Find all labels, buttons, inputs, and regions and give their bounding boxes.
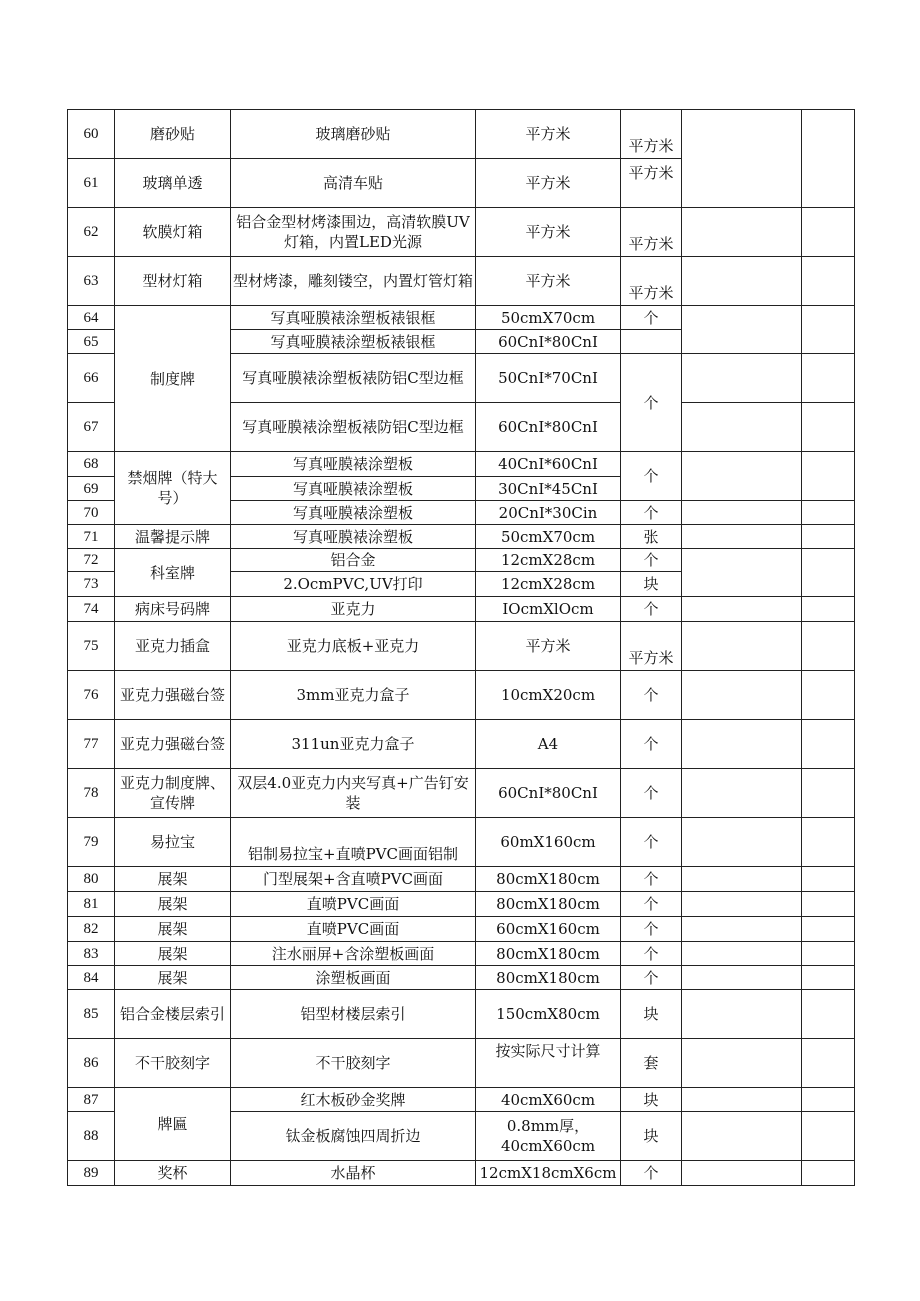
empty-cell (682, 990, 802, 1039)
empty-cell (802, 452, 855, 501)
item-unit: 个 (621, 452, 682, 501)
row-number: 72 (68, 549, 115, 572)
item-unit: 平方米 (621, 257, 682, 306)
item-description: 铝制易拉宝+直喷PVC画面铝制 (231, 818, 476, 867)
empty-cell (682, 1088, 802, 1112)
row-number: 62 (68, 208, 115, 257)
item-name: 亚克力插盒 (115, 622, 231, 671)
item-description: 写真哑膜裱涂塑板 (231, 525, 476, 549)
item-spec: 平方米 (476, 159, 621, 208)
table-row (68, 671, 855, 720)
empty-cell (802, 867, 855, 892)
item-description: 写真哑膜裱涂塑板裱防铝C型边框 (231, 403, 476, 452)
empty-cell (802, 208, 855, 257)
empty-cell (802, 966, 855, 990)
empty-cell (682, 867, 802, 892)
item-spec: 30CnI*45CnI (476, 477, 621, 501)
item-description: 水晶杯 (231, 1161, 476, 1186)
item-description: 写真哑膜裱涂塑板 (231, 477, 476, 501)
empty-cell (802, 597, 855, 622)
row-number: 88 (68, 1112, 115, 1161)
empty-cell (802, 354, 855, 403)
item-unit: 块 (621, 990, 682, 1039)
table-row (68, 818, 855, 867)
table-row (68, 622, 855, 671)
empty-cell (682, 501, 802, 525)
item-description: 型材烤漆，雕刻镂空，内置灯管灯箱 (231, 257, 476, 306)
item-spec: 平方米 (476, 257, 621, 306)
table-row (68, 1088, 855, 1112)
item-spec: 80cmX180cm (476, 892, 621, 917)
item-description: 门型展架+含直喷PVC画面 (231, 867, 476, 892)
empty-cell (802, 671, 855, 720)
item-unit: 个 (621, 597, 682, 622)
empty-cell (802, 622, 855, 671)
row-number: 76 (68, 671, 115, 720)
item-name: 不干胶刻字 (115, 1039, 231, 1088)
row-number: 77 (68, 720, 115, 769)
item-description: 铝合金 (231, 549, 476, 572)
empty-cell (802, 892, 855, 917)
item-spec: 40cmX60cm (476, 1088, 621, 1112)
item-unit: 个 (621, 1161, 682, 1186)
item-name: 展架 (115, 942, 231, 966)
row-number: 71 (68, 525, 115, 549)
item-description: 写真哑膜裱涂塑板裱银框 (231, 330, 476, 354)
row-number: 69 (68, 477, 115, 501)
empty-cell (802, 1161, 855, 1186)
item-spec: 60CnI*80CnI (476, 769, 621, 818)
row-number: 84 (68, 966, 115, 990)
empty-cell (682, 917, 802, 942)
item-spec: 平方米 (476, 622, 621, 671)
row-number: 79 (68, 818, 115, 867)
item-spec: 12cmX28cm (476, 572, 621, 597)
item-spec: 12cmX28cm (476, 549, 621, 572)
item-spec: 150cmX80cm (476, 990, 621, 1039)
table-row (68, 990, 855, 1039)
empty-cell (682, 1039, 802, 1088)
item-spec: 50CnI*70CnI (476, 354, 621, 403)
row-number: 67 (68, 403, 115, 452)
item-unit: 块 (621, 1112, 682, 1161)
empty-cell (682, 549, 802, 597)
item-description: 直喷PVC画面 (231, 917, 476, 942)
row-number: 85 (68, 990, 115, 1039)
empty-cell (682, 1112, 802, 1161)
table-row (68, 525, 855, 549)
item-description: 3mm亚克力盒子 (231, 671, 476, 720)
item-spec: 50cmX70cm (476, 525, 621, 549)
item-description: 2.OcmPVC,UV打印 (231, 572, 476, 597)
empty-cell (621, 330, 682, 354)
item-spec: 20CnI*30Cin (476, 501, 621, 525)
item-name: 展架 (115, 867, 231, 892)
item-name: 牌匾 (115, 1088, 231, 1161)
row-number: 64 (68, 306, 115, 330)
empty-cell (682, 892, 802, 917)
empty-cell (682, 208, 802, 257)
item-unit: 套 (621, 1039, 682, 1088)
item-description: 注水丽屏+含涂塑板画面 (231, 942, 476, 966)
item-name: 展架 (115, 892, 231, 917)
empty-cell (682, 622, 802, 671)
item-name: 型材灯箱 (115, 257, 231, 306)
item-name: 亚克力制度牌、宣传牌 (115, 769, 231, 818)
item-name: 展架 (115, 966, 231, 990)
item-name: 铝合金楼层索引 (115, 990, 231, 1039)
row-number: 74 (68, 597, 115, 622)
item-description: 写真哑膜裱涂塑板 (231, 452, 476, 477)
row-number: 82 (68, 917, 115, 942)
item-unit: 平方米 (621, 110, 682, 159)
item-name: 科室牌 (115, 549, 231, 597)
empty-cell (802, 110, 855, 208)
item-description: 311un亚克力盒子 (231, 720, 476, 769)
item-description: 高清车贴 (231, 159, 476, 208)
item-unit: 个 (621, 501, 682, 525)
empty-cell (802, 1039, 855, 1088)
item-description: 亚克力 (231, 597, 476, 622)
item-unit: 平方米 (621, 159, 682, 208)
item-spec: 12cmX18cmX6cm (476, 1161, 621, 1186)
empty-cell (802, 306, 855, 354)
empty-cell (802, 549, 855, 597)
table-row (68, 1161, 855, 1186)
row-number: 66 (68, 354, 115, 403)
row-number: 61 (68, 159, 115, 208)
empty-cell (682, 306, 802, 354)
empty-cell (682, 1161, 802, 1186)
item-unit: 个 (621, 769, 682, 818)
item-description: 钛金板腐蚀四周折边 (231, 1112, 476, 1161)
item-name: 奖杯 (115, 1161, 231, 1186)
item-spec: 50cmX70cm (476, 306, 621, 330)
item-unit: 个 (621, 549, 682, 572)
item-name: 温馨提示牌 (115, 525, 231, 549)
item-description: 亚克力底板+亚克力 (231, 622, 476, 671)
empty-cell (682, 942, 802, 966)
row-number: 89 (68, 1161, 115, 1186)
table-row (68, 1039, 855, 1088)
table-row (68, 966, 855, 990)
empty-cell (682, 403, 802, 452)
item-unit: 块 (621, 572, 682, 597)
table-row (68, 110, 855, 159)
item-description: 写真哑膜裱涂塑板裱防铝C型边框 (231, 354, 476, 403)
item-name: 制度牌 (115, 306, 231, 452)
table-row (68, 549, 855, 572)
price-table (67, 109, 855, 1186)
empty-cell (802, 769, 855, 818)
row-number: 65 (68, 330, 115, 354)
row-number: 70 (68, 501, 115, 525)
table-row (68, 597, 855, 622)
item-name: 亚克力强磁台签 (115, 720, 231, 769)
item-spec: 按实际尺寸计算 (476, 1039, 621, 1088)
empty-cell (682, 452, 802, 501)
item-unit: 个 (621, 720, 682, 769)
item-spec: 80cmX180cm (476, 867, 621, 892)
item-unit: 张 (621, 525, 682, 549)
item-name: 展架 (115, 917, 231, 942)
item-spec: 平方米 (476, 110, 621, 159)
table-row (68, 867, 855, 892)
item-description: 涂塑板画面 (231, 966, 476, 990)
empty-cell (802, 720, 855, 769)
item-description: 直喷PVC画面 (231, 892, 476, 917)
item-spec: 60mX160cm (476, 818, 621, 867)
row-number: 87 (68, 1088, 115, 1112)
table-row (68, 452, 855, 477)
table-row (68, 306, 855, 330)
empty-cell (802, 525, 855, 549)
item-spec: 10cmX20cm (476, 671, 621, 720)
empty-cell (682, 671, 802, 720)
empty-cell (682, 720, 802, 769)
table-row (68, 892, 855, 917)
table-row (68, 942, 855, 966)
item-unit: 平方米 (621, 208, 682, 257)
table-row (68, 208, 855, 257)
item-spec: 0.8mm厚，40cmX60cm (476, 1112, 621, 1161)
item-name: 易拉宝 (115, 818, 231, 867)
table-row (68, 257, 855, 306)
item-unit: 平方米 (621, 622, 682, 671)
item-unit: 个 (621, 942, 682, 966)
row-number: 75 (68, 622, 115, 671)
empty-cell (682, 769, 802, 818)
empty-cell (682, 525, 802, 549)
empty-cell (682, 966, 802, 990)
item-spec: 40CnI*60CnI (476, 452, 621, 477)
row-number: 60 (68, 110, 115, 159)
row-number: 80 (68, 867, 115, 892)
row-number: 73 (68, 572, 115, 597)
empty-cell (682, 110, 802, 208)
empty-cell (682, 354, 802, 403)
item-unit: 块 (621, 1088, 682, 1112)
item-description: 玻璃磨砂贴 (231, 110, 476, 159)
row-number: 81 (68, 892, 115, 917)
item-spec: 60CnI*80CnI (476, 403, 621, 452)
item-unit: 个 (621, 867, 682, 892)
item-unit: 个 (621, 966, 682, 990)
item-name: 玻璃单透 (115, 159, 231, 208)
empty-cell (682, 597, 802, 622)
item-spec: 60CnI*80CnI (476, 330, 621, 354)
item-description: 铝合金型材烤漆围边，高清软膜UV灯箱，内置LED光源 (231, 208, 476, 257)
row-number: 83 (68, 942, 115, 966)
row-number: 63 (68, 257, 115, 306)
item-description: 铝型材楼层索引 (231, 990, 476, 1039)
empty-cell (802, 1112, 855, 1161)
item-spec: A4 (476, 720, 621, 769)
item-unit: 个 (621, 306, 682, 330)
empty-cell (802, 257, 855, 306)
row-number: 86 (68, 1039, 115, 1088)
item-unit: 个 (621, 892, 682, 917)
item-description: 写真哑膜裱涂塑板裱银框 (231, 306, 476, 330)
empty-cell (802, 403, 855, 452)
item-spec: 60cmX160cm (476, 917, 621, 942)
item-unit: 个 (621, 818, 682, 867)
item-spec: 80cmX180cm (476, 966, 621, 990)
empty-cell (802, 501, 855, 525)
table-row (68, 917, 855, 942)
item-description: 红木板砂金奖牌 (231, 1088, 476, 1112)
row-number: 78 (68, 769, 115, 818)
table-row (68, 720, 855, 769)
item-spec: 80cmX180cm (476, 942, 621, 966)
item-name: 软膜灯箱 (115, 208, 231, 257)
item-unit: 个 (621, 354, 682, 452)
table-row (68, 769, 855, 818)
item-unit: 个 (621, 671, 682, 720)
item-name: 禁烟牌（特大号） (115, 452, 231, 525)
item-spec: IOcmXlOcm (476, 597, 621, 622)
item-description: 不干胶刻字 (231, 1039, 476, 1088)
item-unit: 个 (621, 917, 682, 942)
item-description: 写真哑膜裱涂塑板 (231, 501, 476, 525)
empty-cell (802, 990, 855, 1039)
item-description: 双层4.0亚克力内夹写真+广告钉安装 (231, 769, 476, 818)
item-name: 磨砂贴 (115, 110, 231, 159)
item-name: 亚克力强磁台签 (115, 671, 231, 720)
empty-cell (802, 818, 855, 867)
row-number: 68 (68, 452, 115, 477)
empty-cell (802, 942, 855, 966)
item-spec: 平方米 (476, 208, 621, 257)
item-name: 病床号码牌 (115, 597, 231, 622)
empty-cell (682, 257, 802, 306)
empty-cell (682, 818, 802, 867)
empty-cell (802, 1088, 855, 1112)
empty-cell (802, 917, 855, 942)
